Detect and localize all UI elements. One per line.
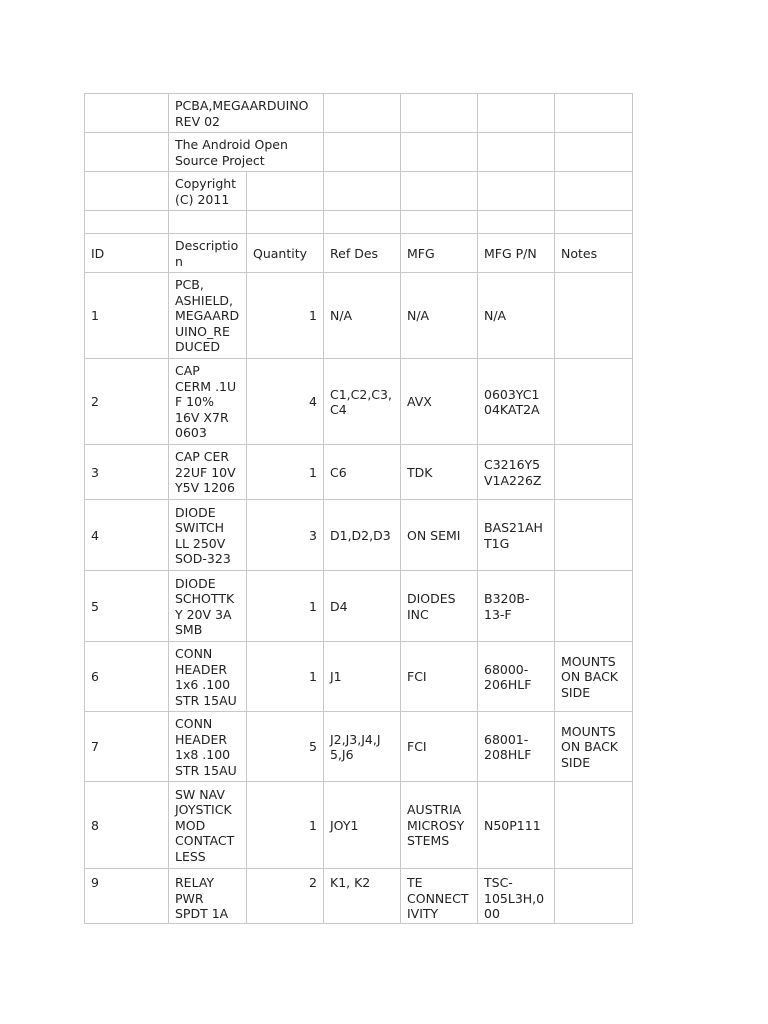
- intro-empty-cell: [324, 94, 401, 133]
- cell-text-line: SPDT 1A: [175, 906, 229, 921]
- cell-text-line: N/A: [407, 308, 430, 324]
- cell-text-line: MOD: [175, 817, 206, 833]
- cell-text-line: T1G: [484, 535, 510, 551]
- item-quantity: 1: [247, 642, 324, 712]
- cell-text-line: TDK: [407, 464, 433, 480]
- item-notes: [555, 712, 633, 782]
- intro-text-cell: [169, 94, 324, 133]
- item-description: [169, 712, 247, 782]
- cell-text-line: The Android Open: [175, 137, 288, 152]
- cell-text-line: Y5V 1206: [175, 480, 235, 496]
- intro-empty-cell: [555, 211, 633, 234]
- item-mfg-pn: [478, 445, 555, 500]
- item-notes: [555, 642, 633, 712]
- cell-text-line: 04KAT2A: [484, 402, 540, 417]
- item-notes: [555, 445, 633, 500]
- intro-row: [85, 133, 633, 172]
- intro-row: [85, 211, 633, 234]
- item-quantity: 4: [247, 359, 324, 445]
- item-mfg: [401, 642, 478, 712]
- item-mfg: [401, 782, 478, 869]
- cell-text-line: Descriptio: [175, 238, 239, 253]
- cell-text-line: BAS21AH: [484, 520, 543, 535]
- cell-text-line: CAP CER: [175, 449, 230, 465]
- item-notes: [555, 359, 633, 445]
- cell-text-line: 206HLF: [484, 677, 532, 692]
- intro-empty-cell: [324, 211, 401, 234]
- cell-text-line: SIDE: [561, 684, 591, 700]
- item-id: 5: [85, 571, 169, 642]
- bom-row: [85, 869, 633, 924]
- item-id: 3: [85, 445, 169, 500]
- cell-text-line: 68000-: [484, 661, 529, 677]
- cell-text-line: 16V X7R: [175, 409, 229, 425]
- cell-text-line: STEMS: [407, 833, 450, 849]
- item-id: 1: [85, 273, 169, 359]
- item-quantity: 1: [247, 273, 324, 359]
- intro-empty-cell: [169, 211, 247, 234]
- item-mfg-pn: [478, 642, 555, 712]
- cell-text-line: SW NAV: [175, 786, 225, 802]
- item-ref-des: [324, 712, 401, 782]
- cell-text-line: SWITCH: [175, 520, 225, 535]
- item-mfg-pn: [478, 359, 555, 445]
- cell-text-line: TE: [407, 875, 423, 890]
- item-ref-des: [324, 571, 401, 642]
- item-description: [169, 571, 247, 642]
- header-notes: Notes: [555, 234, 633, 273]
- cell-text-line: STR 15AU: [175, 762, 237, 778]
- cell-text-line: SMB: [175, 622, 203, 637]
- cell-text-line: CONN: [175, 646, 213, 661]
- cell-text-line: CONTACT: [175, 833, 235, 849]
- cell-text-line: D1,D2,D3: [330, 527, 391, 543]
- bom-row: [85, 273, 633, 359]
- cell-text-line: IVITY: [407, 906, 439, 921]
- cell-text-line: n: [175, 253, 183, 269]
- item-mfg-pn: [478, 712, 555, 782]
- cell-text-line: ON BACK: [561, 739, 618, 755]
- cell-text-line: Source Project: [175, 152, 265, 168]
- item-quantity: 1: [247, 782, 324, 869]
- item-ref-des: [324, 359, 401, 445]
- item-description: [169, 500, 247, 571]
- cell-text-line: FCI: [407, 669, 427, 685]
- cell-text-line: RELAY: [175, 875, 215, 890]
- item-notes: [555, 273, 633, 359]
- bom-row: [85, 445, 633, 500]
- bom-table: [84, 93, 633, 924]
- cell-text-line: PCB,: [175, 277, 204, 293]
- item-quantity: 2: [247, 869, 324, 924]
- intro-text-cell: [169, 172, 247, 211]
- cell-text-line: MOUNTS: [561, 653, 616, 669]
- cell-text-line: CONNECT: [407, 890, 469, 906]
- item-ref-des: [324, 642, 401, 712]
- cell-text-line: C1,C2,C3,: [330, 386, 392, 402]
- intro-empty-cell: [478, 172, 555, 211]
- intro-empty-cell: [401, 94, 478, 133]
- item-mfg-pn: [478, 500, 555, 571]
- cell-text-line: ON BACK: [561, 669, 618, 685]
- intro-empty-cell: [85, 172, 169, 211]
- cell-text-line: DIODE: [175, 504, 216, 520]
- cell-text-line: MICROSY: [407, 817, 465, 833]
- cell-text-line: DUCED: [175, 339, 221, 355]
- cell-text-line: MOUNTS: [561, 723, 616, 739]
- item-mfg: [401, 445, 478, 500]
- item-quantity: 5: [247, 712, 324, 782]
- intro-empty-cell: [324, 172, 401, 211]
- intro-empty-cell: [478, 133, 555, 172]
- item-mfg: [401, 869, 478, 924]
- header-id: ID: [85, 234, 169, 273]
- item-ref-des: [324, 273, 401, 359]
- cell-text-line: LESS: [175, 848, 206, 864]
- cell-text-line: N/A: [484, 308, 507, 324]
- item-description: [169, 869, 247, 924]
- cell-text-line: C3216Y5: [484, 457, 541, 472]
- bom-row: [85, 571, 633, 642]
- intro-empty-cell: [478, 211, 555, 234]
- cell-text-line: N/A: [330, 308, 353, 324]
- cell-text-line: JOY1: [330, 817, 359, 833]
- cell-text-line: 208HLF: [484, 747, 532, 762]
- cell-text-line: CERM .1U: [175, 378, 237, 394]
- item-ref-des: [324, 445, 401, 500]
- cell-text-line: J1: [330, 669, 342, 685]
- cell-text-line: HEADER: [175, 661, 228, 677]
- cell-text-line: DIODES: [407, 591, 456, 606]
- cell-text-line: UINO_RE: [175, 323, 230, 339]
- cell-text-line: Copyright: [175, 176, 237, 191]
- cell-text-line: DIODE: [175, 575, 216, 591]
- intro-text-cell: [169, 133, 324, 172]
- bom-row: [85, 642, 633, 712]
- cell-text-line: 00: [484, 906, 500, 921]
- cell-text-line: PCBA,MEGAARDUINO: [175, 98, 309, 113]
- intro-empty-cell: [555, 94, 633, 133]
- cell-text-line: TSC-: [484, 875, 513, 890]
- item-mfg-pn: [478, 869, 555, 924]
- cell-text-line: SCHOTTK: [175, 591, 235, 606]
- item-description: [169, 642, 247, 712]
- cell-text-line: CONN: [175, 716, 213, 731]
- item-mfg: [401, 571, 478, 642]
- item-mfg-pn: [478, 571, 555, 642]
- item-notes: [555, 869, 633, 924]
- cell-text-line: F 10%: [175, 394, 214, 410]
- header-description: [169, 234, 247, 273]
- bom-row: [85, 712, 633, 782]
- cell-text-line: V1A226Z: [484, 472, 542, 488]
- cell-text-line: HEADER: [175, 731, 228, 747]
- bom-table-body: [85, 94, 633, 924]
- bom-row: [85, 500, 633, 571]
- item-description: [169, 359, 247, 445]
- item-mfg: [401, 712, 478, 782]
- item-id: 6: [85, 642, 169, 712]
- cell-text-line: MEGAARD: [175, 308, 240, 324]
- cell-text-line: AUSTRIA: [407, 802, 462, 818]
- item-description: [169, 273, 247, 359]
- cell-text-line: 22UF 10V: [175, 464, 236, 480]
- cell-text-line: ASHIELD,: [175, 292, 234, 308]
- item-id: 4: [85, 500, 169, 571]
- item-mfg-pn: [478, 782, 555, 869]
- intro-empty-cell: [401, 172, 478, 211]
- cell-text-line: C6: [330, 464, 347, 480]
- item-mfg-pn: [478, 273, 555, 359]
- cell-text-line: JOYSTICK: [175, 802, 232, 818]
- cell-text-line: 105L3H,0: [484, 890, 545, 906]
- cell-text-line: INC: [407, 606, 429, 622]
- item-mfg: [401, 273, 478, 359]
- item-notes: [555, 782, 633, 869]
- intro-row: [85, 172, 633, 211]
- cell-text-line: K1, K2: [330, 875, 371, 890]
- cell-text-line: STR 15AU: [175, 692, 237, 708]
- cell-text-line: LL 250V: [175, 535, 226, 551]
- cell-text-line: PWR: [175, 890, 204, 906]
- item-notes: [555, 571, 633, 642]
- cell-text-line: REV 02: [175, 113, 221, 129]
- item-notes: [555, 500, 633, 571]
- cell-text-line: 68001-: [484, 731, 529, 747]
- intro-empty-cell: [555, 133, 633, 172]
- cell-text-line: J2,J3,J4,J: [330, 731, 381, 747]
- intro-empty-cell: [85, 94, 169, 133]
- header-quantity: Quantity: [247, 234, 324, 273]
- cell-text-line: C4: [330, 402, 347, 417]
- intro-empty-cell: [401, 211, 478, 234]
- intro-empty-cell: [247, 211, 324, 234]
- cell-text-line: FCI: [407, 739, 427, 755]
- header-mfg: MFG: [401, 234, 478, 273]
- intro-empty-cell: [85, 133, 169, 172]
- cell-text-line: CAP: [175, 363, 200, 379]
- item-quantity: 3: [247, 500, 324, 571]
- item-mfg: [401, 500, 478, 571]
- item-description: [169, 782, 247, 869]
- cell-text-line: 0603YC1: [484, 386, 540, 402]
- item-ref-des: [324, 500, 401, 571]
- cell-text-line: B320B-: [484, 591, 530, 606]
- cell-text-line: SOD-323: [175, 551, 231, 566]
- cell-text-line: (C) 2011: [175, 191, 230, 207]
- cell-text-line: 1x8 .100: [175, 747, 231, 762]
- cell-text-line: 5,J6: [330, 747, 354, 762]
- column-header-row: [85, 234, 633, 273]
- item-quantity: 1: [247, 571, 324, 642]
- item-description: [169, 445, 247, 500]
- item-ref-des: [324, 869, 401, 924]
- item-id: 7: [85, 712, 169, 782]
- bom-row: [85, 359, 633, 445]
- cell-text-line: 13-F: [484, 606, 512, 622]
- bom-row: [85, 782, 633, 869]
- header-mfg-pn: MFG P/N: [478, 234, 555, 273]
- intro-empty-cell: [401, 133, 478, 172]
- cell-text-line: SIDE: [561, 754, 591, 770]
- cell-text-line: D4: [330, 598, 348, 614]
- item-id: 2: [85, 359, 169, 445]
- intro-empty-cell: [247, 172, 324, 211]
- header-ref-des: Ref Des: [324, 234, 401, 273]
- item-ref-des: [324, 782, 401, 869]
- intro-empty-cell: [555, 172, 633, 211]
- cell-text-line: 1x6 .100: [175, 677, 231, 692]
- intro-empty-cell: [324, 133, 401, 172]
- cell-text-line: Y 20V 3A: [175, 606, 232, 622]
- item-id: 8: [85, 782, 169, 869]
- cell-text-line: N50P111: [484, 817, 541, 833]
- item-mfg: [401, 359, 478, 445]
- cell-text-line: ON SEMI: [407, 527, 461, 543]
- cell-text-line: AVX: [407, 394, 432, 410]
- item-id: 9: [85, 869, 169, 924]
- item-quantity: 1: [247, 445, 324, 500]
- intro-empty-cell: [478, 94, 555, 133]
- cell-text-line: 0603: [175, 425, 207, 441]
- intro-row: [85, 94, 633, 133]
- intro-empty-cell: [85, 211, 169, 234]
